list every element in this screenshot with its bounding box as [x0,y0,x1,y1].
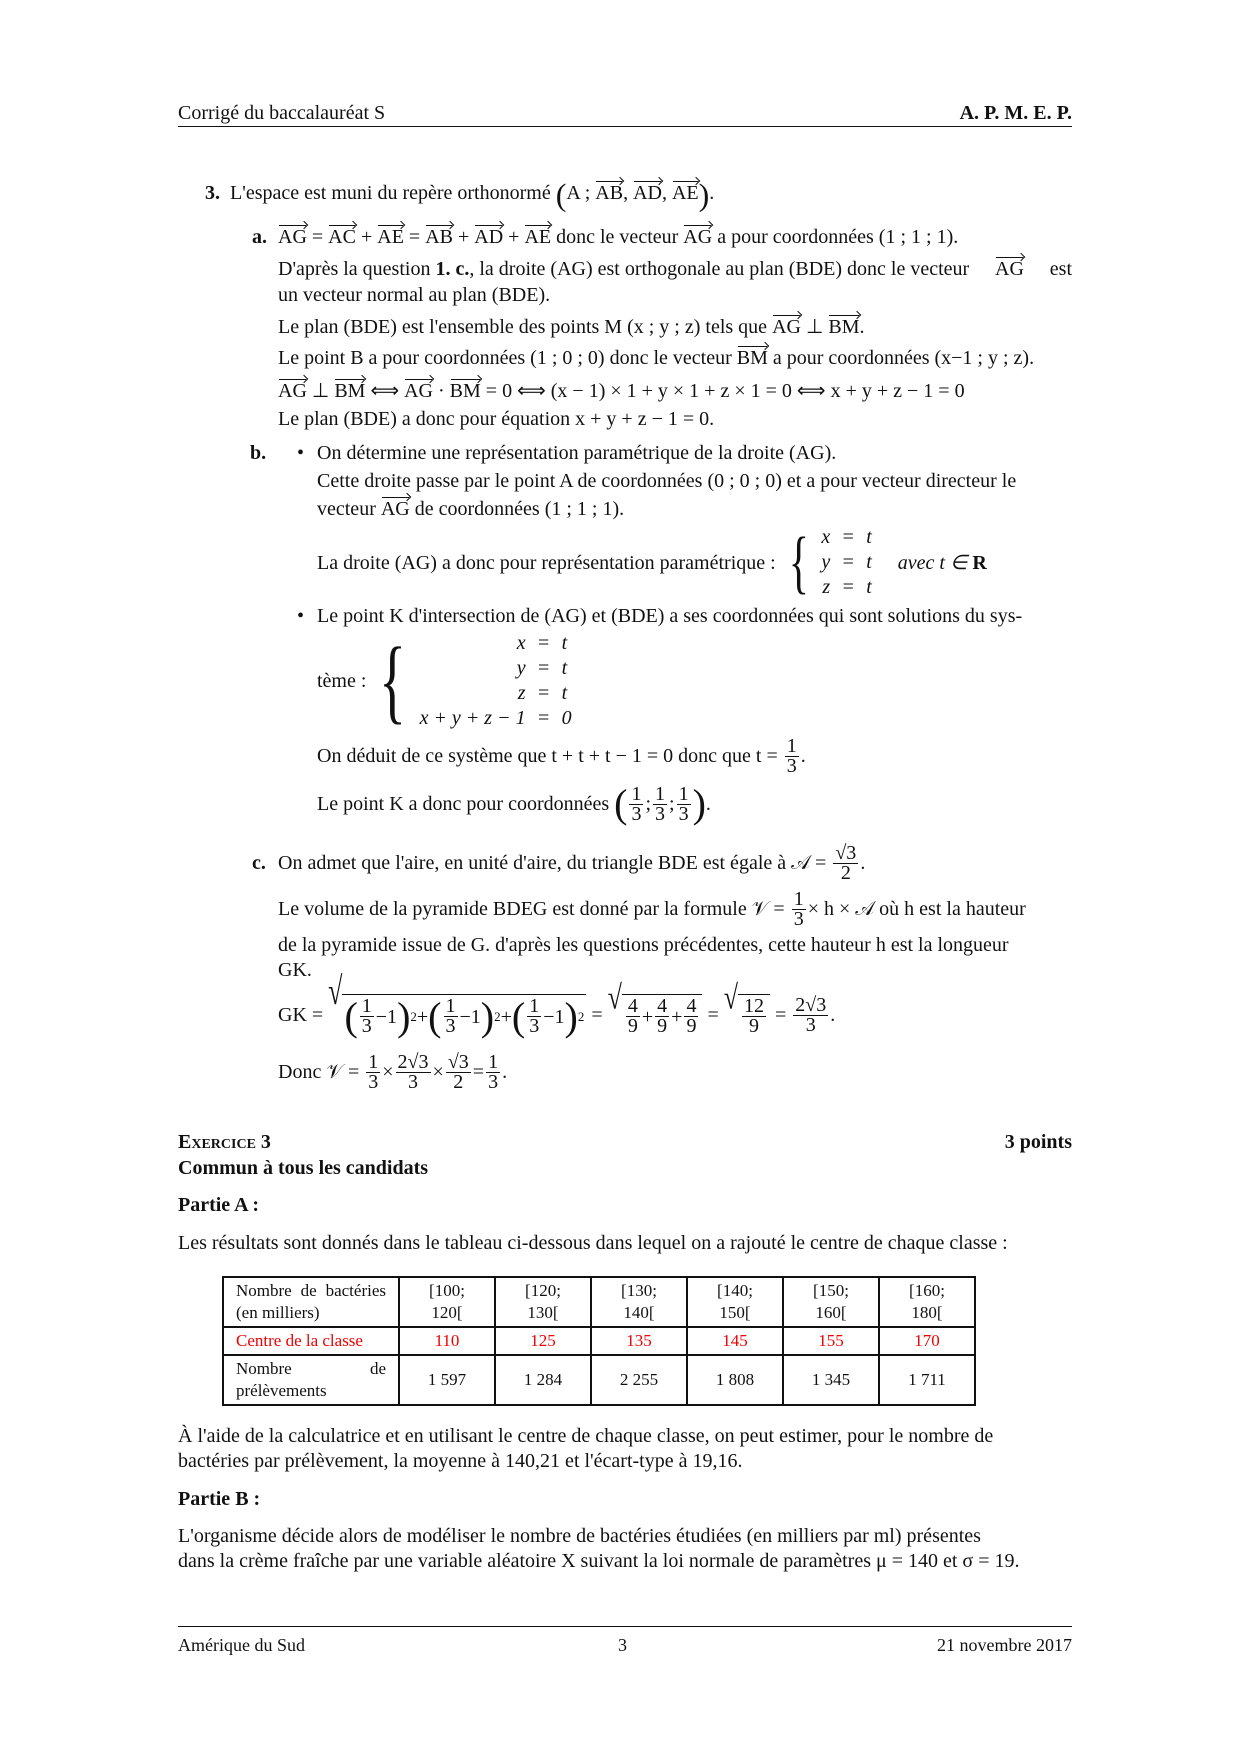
c-line4: GK. [278,959,312,981]
part-b-title: Partie B : [178,1488,261,1510]
b-system: tème : { x = t y = t z = t x + y + z − 1 = 0 [317,629,572,733]
a-line1: AG = AC + AE = AB + AD + AE donc le vecteur AG a pour coordonnées (1 ; 1 ; 1). [278,226,959,248]
table-cell: 110 [399,1327,495,1355]
data-table [222,1276,976,1406]
system-cell: t [866,526,872,548]
part-a-title: Partie A : [178,1194,260,1216]
table-cell: 2 255 [591,1355,687,1405]
table-cell: 1 345 [783,1355,879,1405]
table-cell: [140; 150[ [687,1277,783,1327]
system-cell: = [842,576,854,598]
system-cell: = [537,682,550,704]
part-b-line1: L'organisme décide alors de modéliser le nombre de bactéries étudiées (en milliers par ml) présentes [178,1525,981,1547]
part-a-intro: Les résultats sont donnés dans le tableau ci-dessous dans lequel on a rajouté le centre de chaque classe : [178,1232,1008,1254]
b-line6: On déduit de ce système que t + t + t − 1 = 0 donc que t = $\frac{1}{3}$ . [317,734,806,777]
question-3: 3. L'espace est muni du repère orthonormé (A ; AB, AD, AE). [205,176,715,213]
table-row [223,1327,975,1355]
a-line2: D'après la question 1. c., la droite (AG) est orthogonale au plan (BDE) donc le vecteur AG est [278,258,1072,280]
table-cell: [130; 140[ [591,1277,687,1327]
header-org: A. P. M. E. P. [959,102,1072,124]
table-cell: [100; 120[ [399,1277,495,1327]
system-cell: t [561,682,568,704]
table-row [223,1355,975,1405]
after-table-1: À l'aide de la calculatrice et en utilisant le centre de chaque classe, on peut estimer, pour le nombre de [178,1425,994,1447]
table-cell: 1 711 [879,1355,975,1405]
after-table-2: bactéries par prélèvement, la moyenne à 140,21 et l'écart-type à 19,16. [178,1450,743,1472]
intersection-system [420,631,572,731]
table-cell: [120; 130[ [495,1277,591,1327]
exercise-points: 3 points [1004,1131,1072,1153]
b-param: La droite (AG) a donc pour représentation paramétrique : { x = t y = t z = t avec t ∈ R [317,523,987,601]
table-cell: 125 [495,1327,591,1355]
system-cell: t [561,632,568,654]
c-line2: Le volume de la pyramide BDEG est donné par la formule 𝒱 = $\frac{1}{3}$ × h × 𝒜 où h est la hauteur [278,887,1026,930]
system-cell: = [537,632,550,654]
table-cell: 1 597 [399,1355,495,1405]
footer-rule [178,1626,1072,1627]
c-line1: On admet que l'aire, en unité d'aire, du triangle BDE est égale à 𝒜 = $\frac{√3}{2}$ . [278,841,866,884]
system-cell: z [517,682,526,704]
table-cell: 135 [591,1327,687,1355]
label-b: b. [250,442,267,464]
system-cell: = [537,707,550,729]
system-cell: t [561,657,568,679]
footer-date: 21 novembre 2017 [937,1635,1072,1655]
label-a: a. [252,226,267,248]
table-cell: [150; 160[ [783,1277,879,1327]
system-cell: y [821,551,831,573]
a-line5: Le point B a pour coordonnées (1 ; 0 ; 0) donc le vecteur BM a pour coordonnées (x−1 ; y ; z). [278,347,1035,369]
page-number: 3 [618,1635,627,1655]
b-line5: • Le point K d'intersection de (AG) et (BDE) a ses coordonnées qui sont solutions du sys- [317,603,1022,629]
system-cell: 0 [561,707,572,729]
system-cell: = [842,526,854,548]
table-cell: 1 284 [495,1355,591,1405]
system-cell: = [842,551,854,573]
system-cell: z [822,576,831,598]
exercise-subtitle: Commun à tous les candidats [178,1157,429,1179]
c-line3: de la pyramide issue de G. d'après les questions précédentes, cette hauteur h est la longueur [278,934,1009,956]
system-cell: x [516,632,526,654]
system-cell: x + y + z − 1 [419,707,526,729]
b-line3: vecteur AG de coordonnées (1 ; 1 ; 1). [317,498,625,520]
b-line1: • On détermine une représentation paramétrique de la droite (AG). [317,440,836,466]
b-line7: Le point K a donc pour coordonnées ( $\frac{1}{3}$ ; $\frac{1}{3}$ ; $\frac{1}{3}$ ) . [317,781,711,826]
row-header: Nombre de prélèvements [223,1355,399,1405]
volume-formula: Donc 𝒱 = $\frac{1}{3}$ × $\frac{2√3}{3}$ × $\frac{√3}{2}$ = $\frac{1}{3}$ . [278,1050,508,1093]
exercise-title: Exercice 3 [178,1131,271,1153]
b-line2: Cette droite passe par le point A de coordonnées (0 ; 0 ; 0) et a pour vecteur directeur le [317,470,1017,492]
system-cell: t [866,551,872,573]
a-line7: Le plan (BDE) a donc pour équation x + y + z − 1 = 0. [278,408,715,430]
param-system [821,525,871,600]
a-line6: AG ⊥ BM ⟺ AG · BM = 0 ⟺ (x − 1) × 1 + y × 1 + z × 1 = 0 ⟺ x + y + z − 1 = 0 [278,380,965,402]
header-title: Corrigé du baccalauréat S [178,102,386,124]
gk-formula: GK = √ ( $\frac{1}{3}$ −1 ) 2 + ( $\frac{1}{3}$ −1 ) 2 + ( $\frac{1}{3}$ −1 ) 2 = √ $\frac{4}{9}$ + $\frac{4}{9}$ + $\frac{4}{9}$ = √ $\frac{12}{9}$ = $\frac{2√3}{3}$ . [278,969,836,1039]
table-cell: 1 808 [687,1355,783,1405]
row-header: Nombre de bactéries (en milliers) [223,1277,399,1327]
footer-left: Amérique du Sud [178,1635,305,1655]
system-cell: x [821,526,831,548]
table-cell: 170 [879,1327,975,1355]
system-cell: = [537,657,550,679]
row-header: Centre de la classe [223,1327,399,1355]
part-b-line2: dans la crème fraîche par une variable aléatoire X suivant la loi normale de paramètres μ = 140 et σ = 19. [178,1550,1020,1572]
label-c: c. [252,852,266,874]
table-cell: 145 [687,1327,783,1355]
header-rule [178,126,1072,127]
table-cell: 155 [783,1327,879,1355]
a-line4: Le plan (BDE) est l'ensemble des points M (x ; y ; z) tels que AG ⊥ BM. [278,316,865,338]
table-cell: [160; 180[ [879,1277,975,1327]
system-cell: y [516,657,526,679]
a-line3: un vecteur normal au plan (BDE). [278,284,551,306]
table-row [223,1277,975,1327]
system-cell: t [866,576,872,598]
